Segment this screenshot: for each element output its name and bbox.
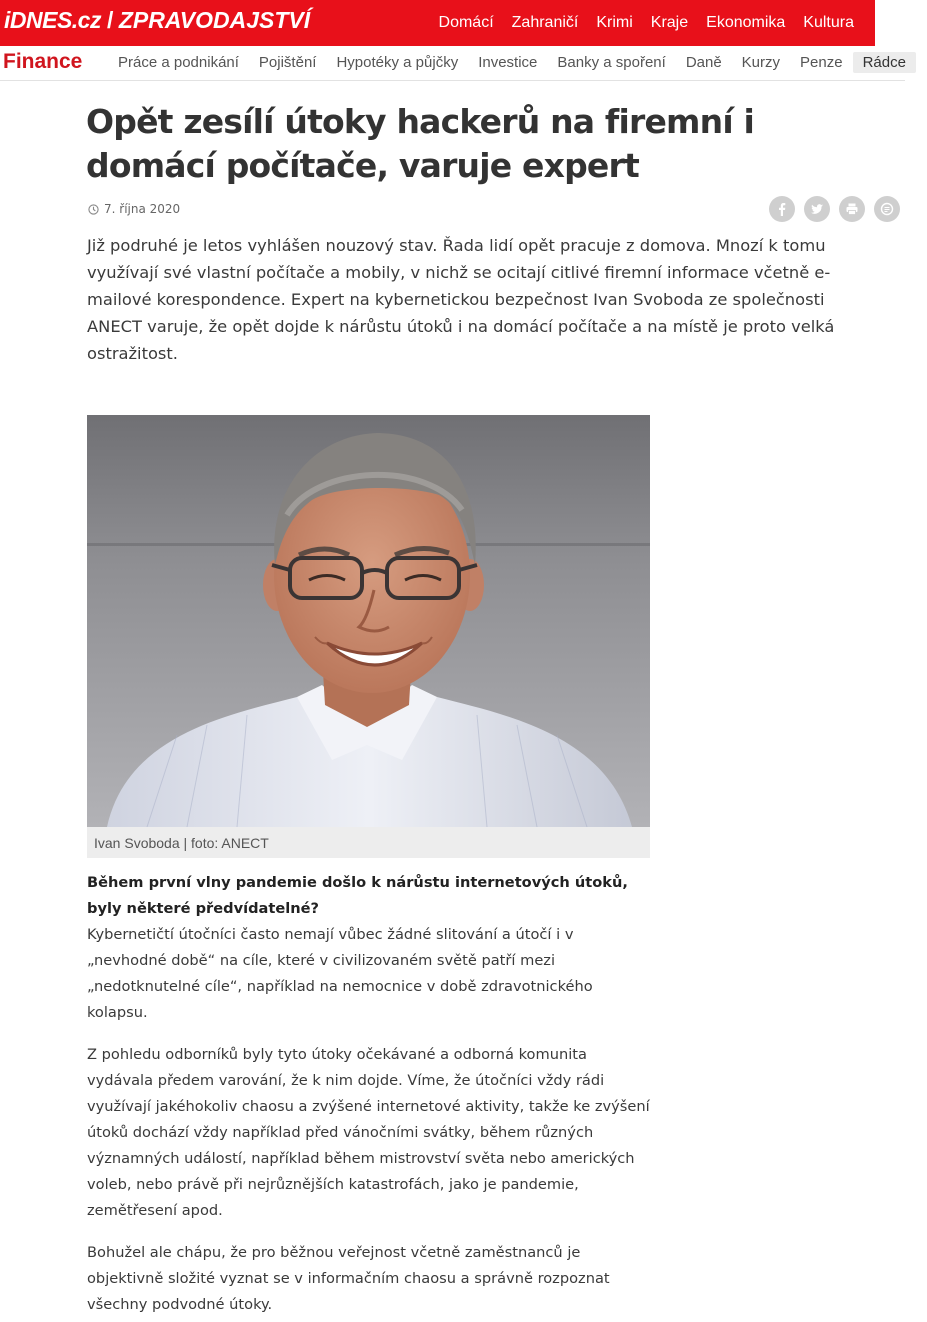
print-icon (845, 202, 859, 216)
article-date: 7. října 2020 (104, 202, 181, 216)
section-nav (108, 52, 916, 73)
site-logo[interactable] (4, 7, 310, 34)
interview-question: Během první vlny pandemie došlo k nárůstu internetových útoků, byly některé předvídatelné? (87, 874, 628, 917)
section-header (0, 46, 905, 81)
article-body (87, 870, 657, 1322)
comment-icon (880, 202, 894, 216)
subnav-kurzy[interactable]: Kurzy (741, 54, 781, 71)
nav-krimi[interactable]: Krimi (596, 14, 633, 31)
main-nav (430, 14, 863, 32)
logo-main: iDNES.cz (4, 7, 101, 33)
nav-domaci[interactable]: Domácí (438, 14, 494, 31)
clock-icon (88, 204, 99, 215)
nav-kraje[interactable]: Kraje (650, 14, 689, 31)
subnav-pojisteni[interactable]: Pojištění (258, 54, 317, 71)
logo-section: ZPRAVODAJSTVÍ (118, 7, 311, 33)
subnav-prace[interactable]: Práce a podnikání (118, 54, 239, 71)
photo-caption: Ivan Svoboda | foto: ANECT (87, 827, 650, 858)
logo-separator: / (106, 7, 113, 33)
portrait-photo (87, 415, 650, 827)
paragraph-1: Kybernetičtí útočníci často nemají vůbec žádné slitování a útočí i v „nevhodné době“ na cíle, které v civilizovaném světě patří mezi „nedotknutelné cíle“, například na nemocnice v době zdravotnického kolapsu. (87, 926, 593, 1021)
subnav-investice[interactable]: Investice (478, 54, 538, 71)
print-button[interactable] (839, 196, 865, 222)
nav-ekonomika[interactable]: Ekonomika (706, 14, 786, 31)
share-twitter-button[interactable] (804, 196, 830, 222)
share-buttons (769, 196, 900, 222)
article-photo[interactable] (87, 415, 650, 827)
share-facebook-button[interactable] (769, 196, 795, 222)
paragraph-2: Z pohledu odborníků byly tyto útoky očekávané a odborná komunita vydávala předem varování, že k nim dojde. Víme, že útočníci vždy rádi využívají jakéhokoliv chaosu a zvýšené internetové aktivity, takže ke zvýšení útoků dochází vždy například před vánočními svátky, během různých významných událostí, například během mistrovství světa nebo amerických voleb, nebo právě při nejrůznějších katastrofách, jako je pandemie, zemětřesení apod. (87, 1046, 650, 1219)
nav-zahranici[interactable]: Zahraničí (511, 14, 579, 31)
article-perex: Již podruhé je letos vyhlášen nouzový stav. Řada lidí opět pracuje z domova. Mnozí k tomu využívají své vlastní počítače a mobily, v nichž se ocitají citlivé firemní informace včetně e-mailové korespondence. Expert na kybernetickou bezpečnost Ivan Svoboda ze společnosti ANECT varuje, že opět dojde k nárůstu útoků i na domácí počítače a na místě je proto velká ostražitost. (87, 236, 835, 363)
article-meta (88, 202, 180, 216)
paragraph-3: Bohužel ale chápu, že pro běžnou veřejnost včetně zaměstnanců je objektivně složité vyznat se v informačním chaosu a správně rozpoznat všechny podvodné útoky. (87, 1244, 610, 1313)
discussion-button[interactable] (874, 196, 900, 222)
subnav-penze[interactable]: Penze (800, 54, 843, 71)
section-title[interactable]: Finance (3, 50, 83, 73)
nav-kultura[interactable]: Kultura (803, 14, 854, 31)
twitter-icon (810, 202, 824, 216)
subnav-hypoteky[interactable]: Hypotéky a půjčky (336, 54, 459, 71)
subnav-banky[interactable]: Banky a spoření (557, 54, 666, 71)
subnav-radce[interactable]: Rádce (853, 52, 916, 73)
article-title: Opět zesílí útoky hackerů na firemní i domácí počítače, varuje expert (86, 102, 755, 185)
top-header (0, 0, 875, 46)
subnav-dane[interactable]: Daně (685, 54, 722, 71)
facebook-icon (775, 202, 789, 216)
